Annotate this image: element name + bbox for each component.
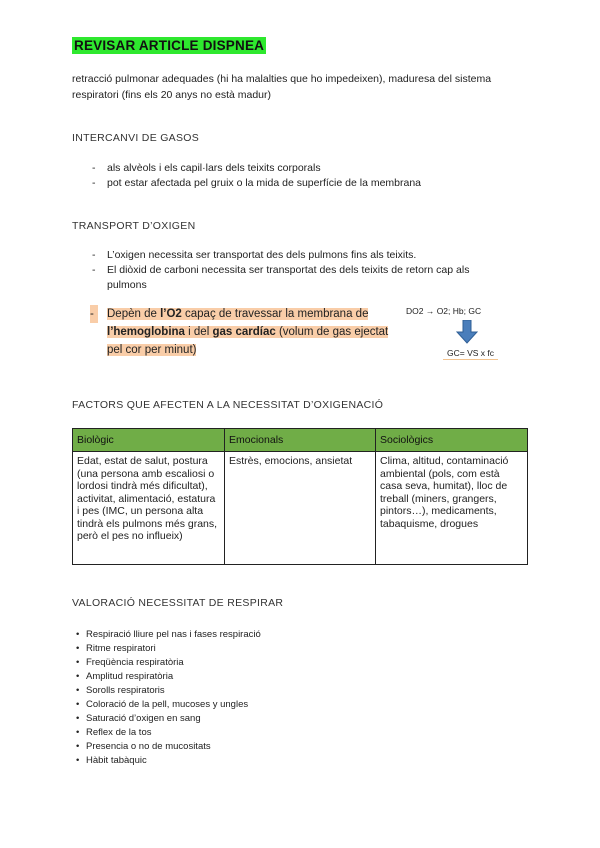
column-header-biologic: Biològic xyxy=(73,429,225,452)
highlight-bold: gas cardíac xyxy=(212,326,276,338)
column-header-sociological: Sociològics xyxy=(376,429,528,452)
column-header-emotional: Emocionals xyxy=(225,429,376,452)
assessment-list xyxy=(76,628,261,768)
highlight-bold: l’hemoglobina xyxy=(107,326,185,338)
list-item: • Saturació d’oxigen en sang xyxy=(76,712,261,726)
oxygen-transport-heading: TRANSPORT D’OXIGEN xyxy=(72,220,196,232)
list-item: • Freqüència respiratòria xyxy=(76,656,261,670)
page-title: REVISAR ARTICLE DISPNEA xyxy=(74,38,265,53)
list-item: • Coloració de la pell, mucoses y ungles xyxy=(76,698,261,712)
list-item: • Ritme respiratori xyxy=(76,642,261,656)
table-cell: Estrès, emocions, ansietat xyxy=(225,452,376,565)
list-item: • Reflex de la tos xyxy=(76,726,261,740)
table-cell: Edat, estat de salut, postura (una persona amb escaliosi o lordosi tindrà més dificultat), activitat, alimentació, estatura i pes (IMC, un persona alta tindrà els pulmons més grans, però el pes no influeix) xyxy=(73,452,225,565)
list-item: • Sorolls respiratoris xyxy=(76,684,261,698)
highlight-part: capaç de travessar la membrana de xyxy=(181,308,369,320)
list-item: • Presencia o no de mucositats xyxy=(76,740,261,754)
list-item: • Amplitud respiratòria xyxy=(76,670,261,684)
table-cell: Clima, altitud, contaminació ambiental (pols, com està casa seva, humitat), lloc de treball (miners, grangers, pintors…), medicaments, tabaquisme, drogues xyxy=(376,452,528,565)
table-header-row xyxy=(73,429,528,452)
list-item: - als alvèols i els capil·lars dels teixits corporals xyxy=(72,161,421,176)
highlight-part: i del xyxy=(184,326,213,338)
list-item: - pot estar afectada pel gruix o la mida de superfície de la membrana xyxy=(72,176,421,191)
intro-paragraph: retracció pulmonar adequades (hi ha malalties que ho impedeixen), maduresa del sistema respiratori (fins els 20 anys no està madur) xyxy=(72,73,492,101)
highlight-part: (volum de gas ejectat pel cor per minut) xyxy=(107,326,389,356)
factors-table xyxy=(72,428,528,565)
list-item: - L’oxigen necessita ser transportat des dels pulmons fins als teixits. xyxy=(72,248,512,263)
gas-exchange-list xyxy=(72,161,421,191)
highlight-dash: - xyxy=(90,305,98,323)
formula-do2: DO2 → O2; Hb; GC xyxy=(406,306,482,316)
down-arrow-icon xyxy=(456,320,478,344)
list-item: - El diòxid de carboni necessita ser transportat des dels teixits de retorn cap als pulmons xyxy=(72,263,512,293)
list-item: • Respiració lliure pel nas i fases respiració xyxy=(76,628,261,642)
highlight-text xyxy=(107,305,389,359)
factors-heading: FACTORS QUE AFECTEN A LA NECESSITAT D’OXIGENACIÓ xyxy=(72,399,384,411)
formula-gc: GC= VS x fc xyxy=(443,346,498,360)
oxygen-transport-list xyxy=(72,248,512,293)
table-row xyxy=(73,452,528,565)
gas-exchange-heading: INTERCANVI DE GASOS xyxy=(72,132,200,144)
list-item: • Hàbit tabàquic xyxy=(76,754,261,768)
assessment-heading: VALORACIÓ NECESSITAT DE RESPIRAR xyxy=(72,597,284,609)
highlight-part: Depèn de xyxy=(107,308,161,320)
highlight-bold: l’O2 xyxy=(160,308,182,320)
